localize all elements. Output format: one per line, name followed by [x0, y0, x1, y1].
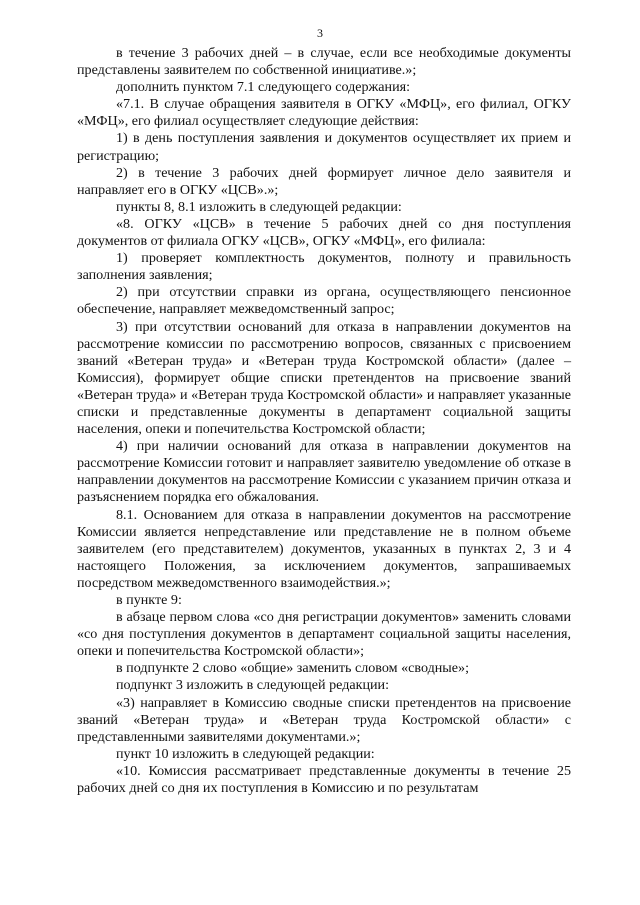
paragraph-7: «8. ОГКУ «ЦСВ» в течение 5 рабочих дней со дня поступления документов от филиала ОГКУ «ЦСВ», ОГКУ «МФЦ», его филиала: [77, 215, 571, 250]
paragraph-17: «3) направляет в Комиссию сводные списки претендентов на присвоение званий «Ветеран труда» и «Ветеран труда Костромской области» с представленными заявителями документами.»; [77, 694, 571, 745]
paragraph-8: 1) проверяет комплектность документов, полноту и правильность заполнения заявления; [77, 250, 571, 284]
paragraph-3: «7.1. В случае обращения заявителя в ОГКУ «МФЦ», его филиал, ОГКУ «МФЦ», его филиал осуществляет следующие действия: [77, 96, 571, 130]
document-body [77, 45, 571, 797]
paragraph-11: 4) при наличии оснований для отказа в направлении документов на рассмотрение Комиссии готовит и направляет заявителю уведомление об отказе в направлении документов на рассмотрение Комиссии с указанием причин отказа и разъяснением порядка его обжалования. [77, 438, 571, 506]
paragraph-5: 2) в течение 3 рабочих дней формирует личное дело заявителя и направляет его в ОГКУ «ЦСВ».»; [77, 164, 571, 198]
paragraph-13: в пункте 9: [116, 592, 182, 608]
paragraph-2: дополнить пунктом 7.1 следующего содержания: [116, 79, 411, 96]
paragraph-16: подпункт 3 изложить в следующей редакции: [116, 677, 390, 694]
paragraph-4: 1) в день поступления заявления и документов осуществляет их прием и регистрацию; [77, 130, 571, 164]
paragraph-15: в подпункте 2 слово «общие» заменить словом «сводные»; [116, 660, 469, 677]
page-number: 3 [317, 26, 323, 40]
paragraph-12: 8.1. Основанием для отказа в направлении документов на рассмотрение Комиссии является непредставление или представление не в полном объеме заявителем (его представителем) документов, указанных в пунктах 2, 3 и 4 настоящего Положения, за исключением документов, запрашиваемых посредством межведомственного взаимодействия.»; [77, 506, 571, 591]
paragraph-19: «10. Комиссия рассматривает представленные документы в течение 25 рабочих дней со дня их поступления в Комиссию и по результатам [77, 762, 571, 797]
paragraph-10: 3) при отсутствии оснований для отказа в направлении документов на рассмотрение комиссии по рассмотрению вопросов, связанных с присвоением званий «Ветеран труда» и «Ветеран труда Костромской области» (далее – Комиссия), формирует общие списки претендентов на присвоение званий «Ветеран труда» и «Ветеран труда Костромской области» и направляет указанные списки и представленные документы в департамент социальной защиты населения, опеки и попечительства Костромской области; [77, 318, 571, 438]
paragraph-6: пункты 8, 8.1 изложить в следующей редакции: [116, 198, 402, 215]
paragraph-1: в течение 3 рабочих дней – в случае, если все необходимые документы представлены заявителем по собственной инициативе.»; [77, 45, 571, 79]
paragraph-18: пункт 10 изложить в следующей редакции: [116, 745, 375, 762]
paragraph-9: 2) при отсутствии справки из органа, осуществляющего пенсионное обеспечение, направляет межведомственный запрос; [77, 284, 571, 318]
paragraph-14: в абзаце первом слова «со дня регистрации документов» заменить словами «со дня поступления документов в департамент социальной защиты населения, опеки и попечительства Костромской области»; [77, 609, 571, 660]
